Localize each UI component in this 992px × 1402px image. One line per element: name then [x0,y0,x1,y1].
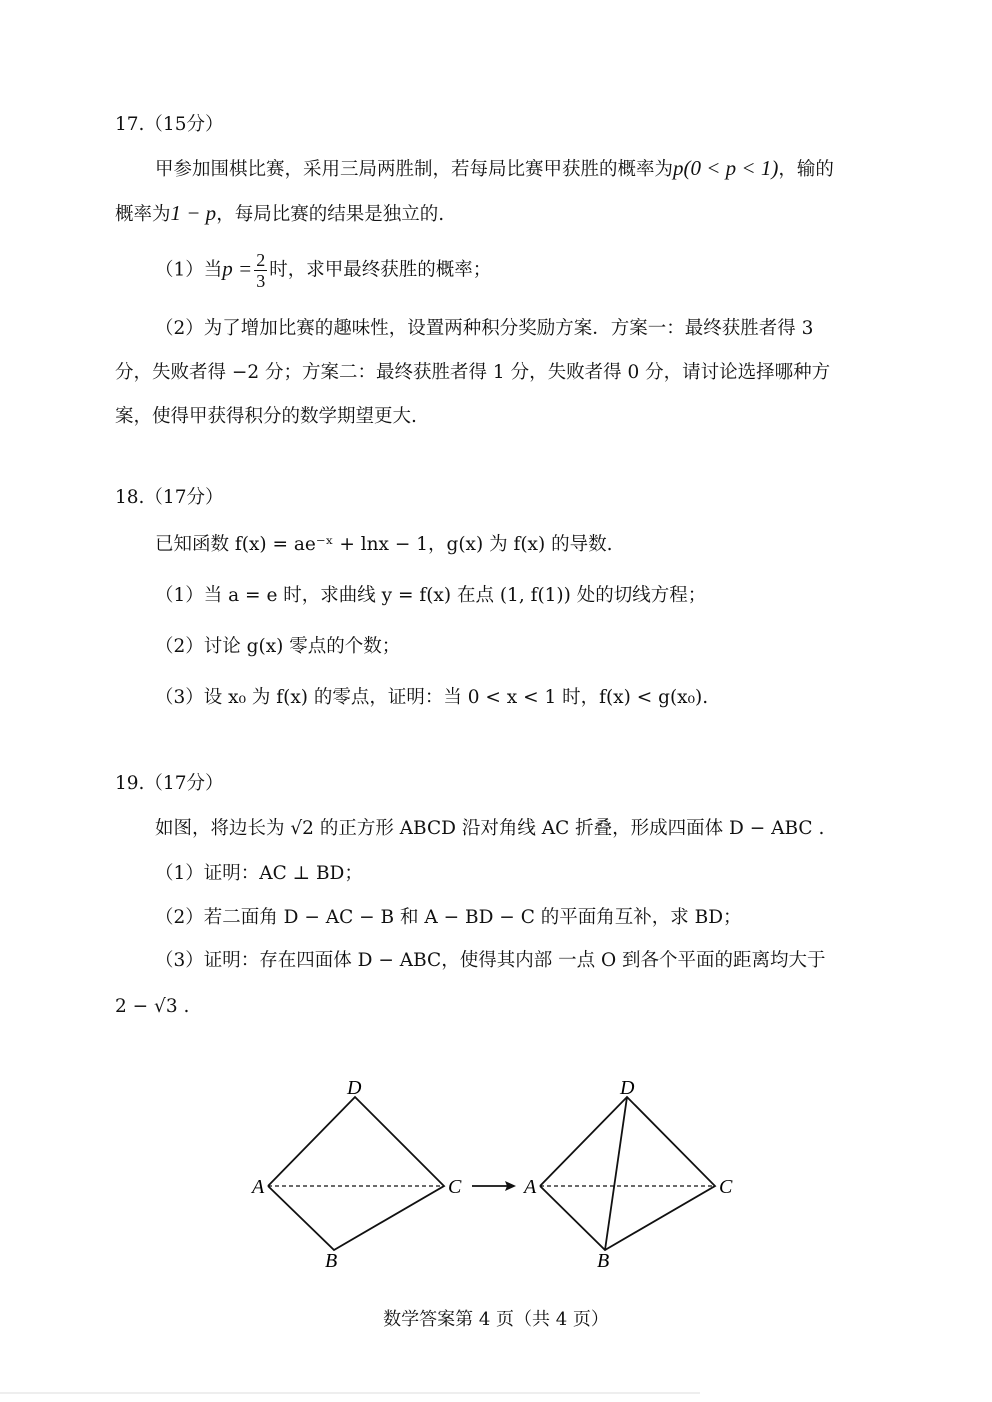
label-d-left: D [347,1077,362,1099]
q17-header: 17.（15分） [115,114,224,135]
text: 甲参加围棋比赛，采用三局两胜制，若每局比赛甲获胜的概率为 [155,159,674,180]
text: 概率为 [115,204,171,225]
q19-part1: （1）证明：AC ⊥ BD； [155,863,363,884]
q17-part2-line2: 分，失败者得 −2 分；方案二：最终获胜者得 1 分，失败者得 0 分，请讨论选择哪种方 [115,362,831,383]
q18-part2: （2）讨论 g(x) 零点的个数； [155,636,401,657]
q18-intro: 已知函数 f(x) = ae⁻ˣ + lnx − 1，g(x) 为 f(x) 的导数. [155,534,613,555]
text: 时，求甲最终获胜的概率； [269,259,492,281]
math: p(0 < p < 1) [673,156,779,180]
math: p = [222,256,253,281]
label-a-left: A [252,1176,265,1198]
label-c-left: C [448,1176,462,1198]
q19-header: 19.（17分） [115,773,224,794]
text: （1）当 [155,259,223,281]
page-footer: 数学答案第 4 页（共 4 页） [383,1309,609,1330]
edge-bd [605,1097,627,1250]
label-d-right: D [620,1077,635,1099]
q17-part2-line1: （2）为了增加比赛的趣味性，设置两种积分奖励方案．方案一：最终获胜者得 3 [155,318,814,339]
square-outline [268,1097,444,1250]
q18-header: 18.（17分） [115,487,224,508]
tetrahedron-outline [540,1097,715,1250]
q19-intro: 如图，将边长为 √2 的正方形 ABCD 沿对角线 AC 折叠，形成四面体 D − ABC . [155,818,825,839]
q17-part2-line3: 案，使得甲获得积分的数学期望更大. [115,406,417,427]
q19-part2: （2）若二面角 D − AC − B 和 A − BD − C 的平面角互补，求 BD； [155,907,742,928]
text: ，每局比赛的结果是独立的. [216,204,445,225]
denominator: 3 [256,271,266,291]
q18-part3: （3）设 x₀ 为 f(x) 的零点，证明：当 0 < x < 1 时，f(x) < g(x₀). [155,687,709,708]
label-b-right: B [597,1250,610,1272]
scan-edge [0,1392,700,1394]
text: ，输的 [778,159,834,180]
label-b-left: B [325,1250,338,1272]
label-a-right: A [524,1176,537,1198]
q18-part1: （1）当 a = e 时，求曲线 y = f(x) 在点 (1, f(1)) 处的切线方程； [155,585,707,606]
label-c-right: C [719,1176,733,1198]
q19-part3-line2: 2 − √3 . [115,996,190,1017]
numerator: 2 [256,250,266,270]
q19-part3-line1: （3）证明：存在四面体 D − ABC，使得其内部 一点 O 到各个平面的距离均大于 [155,950,826,971]
math: 1 − p [170,201,217,225]
